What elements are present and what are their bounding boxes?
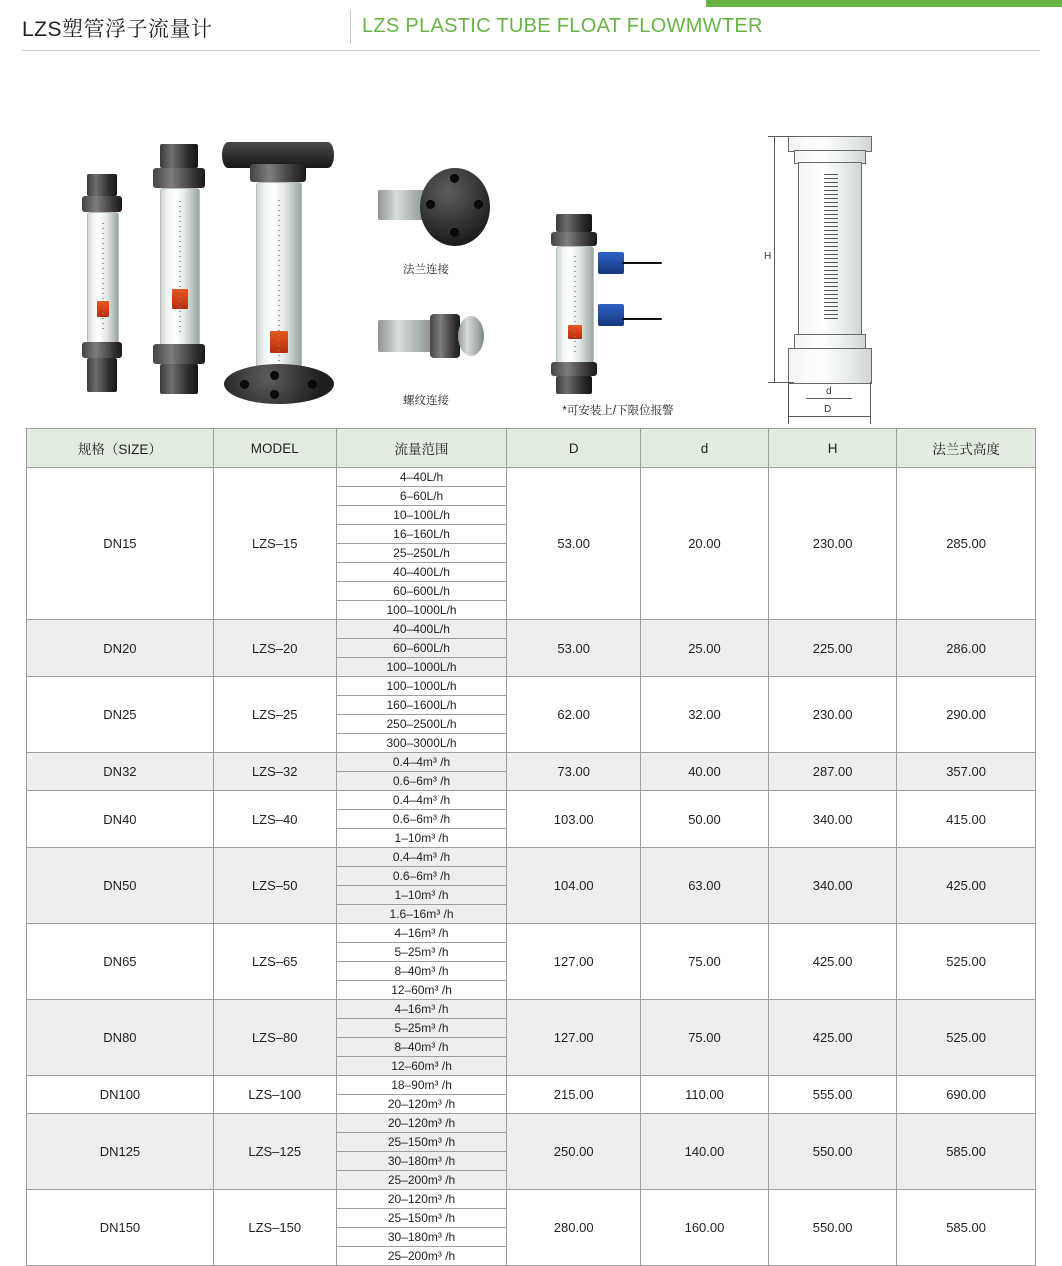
cell-D: 127.00 [507, 1000, 640, 1076]
limit-switch-upper [598, 252, 624, 274]
flow-range-item: 25–150m³ /h [337, 1133, 507, 1152]
product-photo-medium-meter [148, 144, 210, 394]
cell-model: LZS–65 [213, 924, 336, 1000]
cell-size: DN150 [27, 1190, 214, 1266]
header-divider [350, 10, 351, 44]
col-header-flange-height: 法兰式高度 [897, 429, 1036, 468]
cell-model: LZS–50 [213, 848, 336, 924]
flow-range-item: 250–2500L/h [337, 715, 507, 734]
flow-range-item: 25–150m³ /h [337, 1209, 507, 1228]
product-photo-flanged-meter [222, 138, 334, 400]
cell-model: LZS–15 [213, 468, 336, 620]
table-row [27, 924, 1036, 1000]
flow-range-item: 100–1000L/h [337, 677, 507, 696]
table-head [27, 429, 1036, 468]
flow-range-item: 0.4–4m³ /h [337, 848, 507, 867]
product-photo-bottom-flange [224, 364, 334, 404]
sensor-wire-lower [622, 318, 662, 320]
cell-H: 230.00 [769, 677, 897, 753]
flow-range-item: 6–60L/h [337, 487, 507, 506]
table-row [27, 677, 1036, 753]
flow-range-item: 100–1000L/h [386, 603, 457, 617]
cell-size: DN15 [27, 468, 214, 620]
product-photo-alarm-meter [548, 214, 600, 394]
cell-H: 287.00 [769, 753, 897, 791]
specification-table-wrapper [26, 428, 1036, 1266]
specification-table [26, 428, 1036, 1266]
flow-range-item: 4–16m³ /h [337, 1000, 507, 1019]
flow-range-item: 10–100L/h [337, 506, 507, 525]
flow-range-item: 40–400L/h [337, 620, 507, 639]
table-row [27, 1114, 1036, 1190]
product-photo-thread-connection [378, 304, 486, 374]
flow-range-item: 40–400L/h [337, 563, 507, 582]
dim-line-D [788, 416, 870, 417]
cell-flange-height: 290.00 [897, 677, 1036, 753]
cell-D: 215.00 [507, 1076, 640, 1114]
cell-H: 555.00 [769, 1076, 897, 1114]
cell-flange-height: 585.00 [897, 1114, 1036, 1190]
cell-D: 103.00 [507, 791, 640, 848]
cell-flow-range [336, 1190, 507, 1266]
cell-H: 550.00 [769, 1190, 897, 1266]
flow-range-item: 0.4–4m³ /h [337, 791, 507, 810]
col-header-flow-range: 流量范围 [336, 429, 507, 468]
header-rule [22, 50, 1040, 51]
flow-range-item: 5–25m³ /h [337, 943, 507, 962]
flow-range-item: 4–16m³ /h [337, 924, 507, 943]
cell-flow-range [336, 468, 507, 620]
table-row [27, 791, 1036, 848]
cell-H: 550.00 [769, 1114, 897, 1190]
table-row [27, 1000, 1036, 1076]
cell-model: LZS–150 [213, 1190, 336, 1266]
flow-range-item: 300–3000L/h [386, 736, 457, 750]
cell-d: 25.00 [640, 620, 768, 677]
cell-d: 160.00 [640, 1190, 768, 1266]
flow-range-item: 8–40m³ /h [337, 962, 507, 981]
table-row [27, 753, 1036, 791]
dim-ext-bottom [768, 382, 794, 383]
accent-bar [706, 0, 1062, 7]
cell-H: 340.00 [769, 791, 897, 848]
flow-range-item: 25–200m³ /h [387, 1249, 456, 1263]
flow-range-item: 5–25m³ /h [337, 1019, 507, 1038]
flow-range-item: 8–40m³ /h [337, 1038, 507, 1057]
flange-disc [420, 168, 490, 246]
cell-d: 50.00 [640, 791, 768, 848]
dim-label-H: H [764, 251, 772, 262]
cell-d: 40.00 [640, 753, 768, 791]
cell-size: DN20 [27, 620, 214, 677]
cell-flange-height: 357.00 [897, 753, 1036, 791]
cell-D: 104.00 [507, 848, 640, 924]
table-row [27, 848, 1036, 924]
dimension-drawing [760, 114, 900, 414]
caption-thread-connection: 螺纹连接 [403, 395, 449, 407]
cell-model: LZS–25 [213, 677, 336, 753]
cell-d: 20.00 [640, 468, 768, 620]
cell-flow-range [336, 848, 507, 924]
flow-range-item: 30–180m³ /h [337, 1228, 507, 1247]
cell-flange-height: 425.00 [897, 848, 1036, 924]
cell-flange-height: 525.00 [897, 924, 1036, 1000]
cell-H: 425.00 [769, 924, 897, 1000]
cell-flow-range [336, 1000, 507, 1076]
cell-d: 140.00 [640, 1114, 768, 1190]
cell-flange-height: 585.00 [897, 1190, 1036, 1266]
flow-range-item: 0.4–4m³ /h [337, 753, 507, 772]
dim-label-d: d [826, 386, 832, 397]
cell-flange-height: 525.00 [897, 1000, 1036, 1076]
limit-switch-lower [598, 304, 624, 326]
cell-D: 127.00 [507, 924, 640, 1000]
flow-range-item: 20–120m³ /h [337, 1114, 507, 1133]
col-header-d: d [640, 429, 768, 468]
cell-size: DN50 [27, 848, 214, 924]
cell-model: LZS–32 [213, 753, 336, 791]
flow-range-item: 30–180m³ /h [337, 1152, 507, 1171]
flow-range-item: 20–120m³ /h [337, 1190, 507, 1209]
cell-D: 53.00 [507, 468, 640, 620]
caption-flange-connection: 法兰连接 [403, 264, 449, 276]
dim-right-bound [870, 382, 871, 424]
flow-range-item: 20–120m³ /h [387, 1097, 456, 1111]
table-row [27, 1076, 1036, 1114]
cell-d: 110.00 [640, 1076, 768, 1114]
dim-line-h [774, 136, 775, 382]
cell-H: 230.00 [769, 468, 897, 620]
cell-size: DN25 [27, 677, 214, 753]
product-photo-small-meter [78, 174, 126, 392]
flow-range-item: 12–60m³ /h [391, 1059, 452, 1073]
cell-H: 225.00 [769, 620, 897, 677]
cell-D: 73.00 [507, 753, 640, 791]
caption-alarm: *可安装上/下限位报警 [562, 405, 674, 417]
flow-range-item: 160–1600L/h [337, 696, 507, 715]
cell-D: 280.00 [507, 1190, 640, 1266]
table-header-row [27, 429, 1036, 468]
cell-flow-range [336, 753, 507, 791]
dim-left-bound [788, 382, 789, 424]
flow-range-item: 60–600L/h [337, 639, 507, 658]
flow-range-item: 0.6–6m³ /h [337, 810, 507, 829]
cell-D: 250.00 [507, 1114, 640, 1190]
cell-d: 75.00 [640, 924, 768, 1000]
flow-range-item: 1–10m³ /h [337, 886, 507, 905]
flow-range-item: 100–1000L/h [386, 660, 457, 674]
flow-range-item: 12–60m³ /h [391, 983, 452, 997]
cell-H: 340.00 [769, 848, 897, 924]
flow-range-item: 25–200m³ /h [387, 1173, 456, 1187]
table-row [27, 468, 1036, 620]
cell-model: LZS–80 [213, 1000, 336, 1076]
flow-range-item: 60–600L/h [337, 582, 507, 601]
sensor-wire-upper [622, 262, 662, 264]
dim-ext-top [768, 136, 794, 137]
cell-flow-range [336, 1114, 507, 1190]
col-header-size: 规格（SIZE） [27, 429, 214, 468]
cell-size: DN80 [27, 1000, 214, 1076]
cell-D: 62.00 [507, 677, 640, 753]
page-header [0, 0, 1062, 56]
drawing-bottom-flange [788, 348, 872, 384]
flow-range-item: 0.6–6m³ /h [337, 867, 507, 886]
cell-model: LZS–40 [213, 791, 336, 848]
table-row [27, 620, 1036, 677]
flow-range-item: 0.6–6m³ /h [392, 774, 451, 788]
cell-flow-range [336, 1076, 507, 1114]
cell-model: LZS–20 [213, 620, 336, 677]
product-photo-zone [0, 56, 1062, 417]
page-title-en: LZS PLASTIC TUBE FLOAT FLOWMWTER [362, 15, 763, 37]
cell-d: 32.00 [640, 677, 768, 753]
cell-size: DN100 [27, 1076, 214, 1114]
col-header-model: MODEL [213, 429, 336, 468]
col-header-H: H [769, 429, 897, 468]
cell-flow-range [336, 791, 507, 848]
flow-range-item: 1–10m³ /h [394, 831, 449, 845]
cell-size: DN40 [27, 791, 214, 848]
cell-d: 63.00 [640, 848, 768, 924]
cell-flow-range [336, 924, 507, 1000]
flow-range-item: 16–160L/h [337, 525, 507, 544]
cell-flow-range [336, 620, 507, 677]
page-title-cn: LZS塑管浮子流量计 [22, 18, 213, 41]
cell-flow-range [336, 677, 507, 753]
flow-range-item: 18–90m³ /h [337, 1076, 507, 1095]
cell-H: 425.00 [769, 1000, 897, 1076]
dim-label-D: D [824, 404, 832, 415]
cell-model: LZS–100 [213, 1076, 336, 1114]
dim-line-d [806, 398, 852, 399]
cell-flange-height: 690.00 [897, 1076, 1036, 1114]
cell-flange-height: 285.00 [897, 468, 1036, 620]
flow-range-item: 4–40L/h [337, 468, 507, 487]
flow-range-item: 1.6–16m³ /h [389, 907, 454, 921]
cell-model: LZS–125 [213, 1114, 336, 1190]
cell-flange-height: 415.00 [897, 791, 1036, 848]
drawing-scale-ticks [824, 174, 838, 322]
cell-flange-height: 286.00 [897, 620, 1036, 677]
cell-d: 75.00 [640, 1000, 768, 1076]
cell-size: DN32 [27, 753, 214, 791]
table-row [27, 1190, 1036, 1266]
table-body [27, 468, 1036, 1266]
flow-range-item: 25–250L/h [337, 544, 507, 563]
cell-D: 53.00 [507, 620, 640, 677]
cell-size: DN65 [27, 924, 214, 1000]
col-header-D: D [507, 429, 640, 468]
cell-size: DN125 [27, 1114, 214, 1190]
